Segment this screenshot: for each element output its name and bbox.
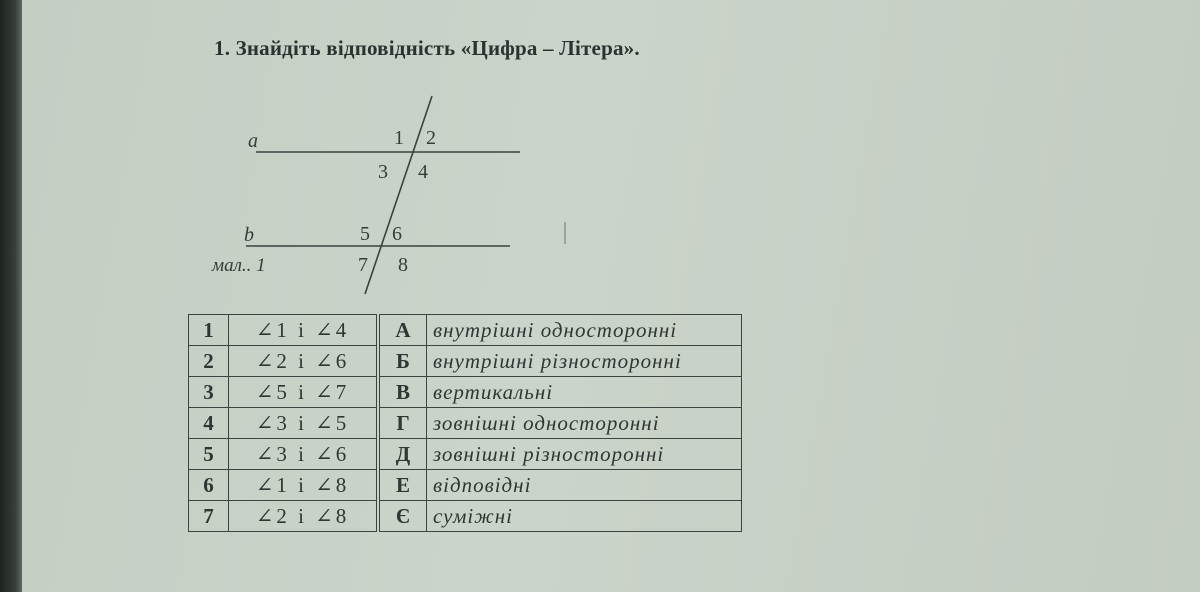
answer-letter: Е xyxy=(378,470,427,501)
angle-label-6: 6 xyxy=(392,223,402,245)
angle-type: внутрішні різносторонні xyxy=(427,346,742,377)
table-row xyxy=(189,315,742,346)
answer-letter: Д xyxy=(378,439,427,470)
angle-type: відповідні xyxy=(427,470,742,501)
row-number: 2 xyxy=(189,346,229,377)
angle-pair: ∠3 і ∠6 xyxy=(229,439,379,470)
row-number: 3 xyxy=(189,377,229,408)
angle-type: внутрішні односторонні xyxy=(427,315,742,346)
angle-pair: ∠1 і ∠4 xyxy=(229,315,379,346)
answer-letter: Г xyxy=(378,408,427,439)
angle-pair: ∠2 і ∠8 xyxy=(229,501,379,532)
table-row xyxy=(189,408,742,439)
task-title: 1. Знайдіть відповідність «Цифра – Літера». xyxy=(214,36,640,60)
angle-type: вертикальні xyxy=(427,377,742,408)
table-row xyxy=(189,439,742,470)
row-number: 1 xyxy=(189,315,229,346)
row-number: 4 xyxy=(189,408,229,439)
line-a-label: a xyxy=(248,130,258,152)
table-row xyxy=(189,501,742,532)
angle-type: зовнішні односторонні xyxy=(427,408,742,439)
angle-pair: ∠3 і ∠5 xyxy=(229,408,379,439)
table-row xyxy=(189,470,742,501)
answer-letter: Є xyxy=(378,501,427,532)
angle-pair: ∠5 і ∠7 xyxy=(229,377,379,408)
angle-label-5: 5 xyxy=(360,223,370,245)
row-number: 6 xyxy=(189,470,229,501)
angle-type: зовнішні різносторонні xyxy=(427,439,742,470)
row-number: 7 xyxy=(189,501,229,532)
angle-label-2: 2 xyxy=(426,127,436,149)
angle-label-7: 7 xyxy=(358,254,368,276)
answer-letter: В xyxy=(378,377,427,408)
matching-table xyxy=(188,314,742,532)
angle-label-3: 3 xyxy=(378,161,388,183)
angle-type: суміжні xyxy=(427,501,742,532)
row-number: 5 xyxy=(189,439,229,470)
angle-pair: ∠1 і ∠8 xyxy=(229,470,379,501)
line-b-label: b xyxy=(244,224,254,246)
angle-label-8: 8 xyxy=(398,254,408,276)
answer-letter: Б xyxy=(378,346,427,377)
angle-pair: ∠2 і ∠6 xyxy=(229,346,379,377)
table-row xyxy=(189,377,742,408)
table-row xyxy=(189,346,742,377)
figure-caption: мал.. 1 xyxy=(212,255,266,276)
text-cursor xyxy=(564,222,566,244)
angle-label-4: 4 xyxy=(418,161,428,183)
angle-label-1: 1 xyxy=(394,127,404,149)
answer-letter: А xyxy=(378,315,427,346)
